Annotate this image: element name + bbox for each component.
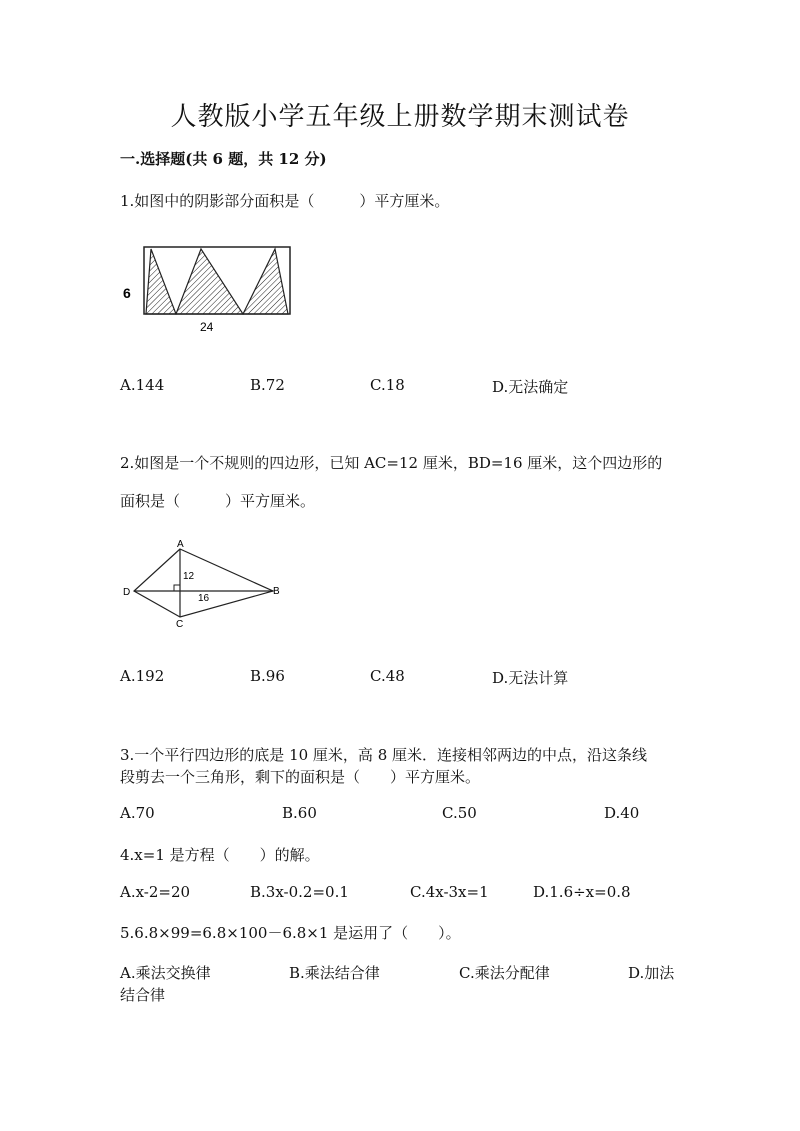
- q4-option-a[interactable]: A.x-2=20: [120, 883, 191, 901]
- right-angle-mark: [174, 585, 180, 591]
- q3-option-d[interactable]: D.40: [604, 804, 640, 822]
- question-3-text-line2: 段剪去一个三角形，剩下的面积是（ ）平方厘米。: [120, 768, 481, 786]
- q3-option-c[interactable]: C.50: [442, 804, 477, 822]
- q5-option-c[interactable]: C.乘法分配律: [459, 964, 550, 982]
- q5-option-d[interactable]: D.加法: [628, 964, 675, 982]
- q1-option-a[interactable]: A.144: [120, 376, 165, 394]
- bd-length-label: 16: [198, 593, 210, 604]
- shaded-triangle: [146, 249, 176, 314]
- shaded-triangle: [243, 249, 288, 314]
- q2-option-a[interactable]: A.192: [120, 667, 165, 685]
- q4-option-c[interactable]: C.4x-3x=1: [410, 883, 489, 901]
- q5-option-b[interactable]: B.乘法结合律: [289, 964, 380, 982]
- width-label: 24: [200, 320, 214, 334]
- ac-length-label: 12: [183, 571, 195, 582]
- question-4-text: 4.x=1 是方程（ ）的解。: [120, 846, 320, 864]
- q1-option-b[interactable]: B.72: [250, 376, 285, 394]
- question-1-text: 1.如图中的阴影部分面积是（ ）平方厘米。: [120, 192, 450, 210]
- question-3-text-line1: 3.一个平行四边形的底是 10 厘米，高 8 厘米．连接相邻两边的中点，沿这条线: [120, 746, 648, 764]
- q2-option-b[interactable]: B.96: [250, 667, 285, 685]
- vertex-c-label: C: [176, 619, 184, 630]
- section-heading: 一.选择题(共 6 题，共 12 分): [120, 150, 327, 168]
- vertex-d-label: D: [123, 587, 131, 598]
- question-1-figure: [118, 240, 298, 335]
- q2-option-d[interactable]: D.无法计算: [492, 669, 569, 687]
- q5-option-d-wrap: 结合律: [120, 986, 166, 1004]
- vertex-a-label: A: [177, 539, 184, 550]
- q1-option-d[interactable]: D.无法确定: [492, 378, 569, 396]
- question-2-text-line2: 面积是（ ）平方厘米。: [120, 492, 316, 510]
- page-title: 人教版小学五年级上册数学期末测试卷: [170, 102, 630, 132]
- q4-option-d[interactable]: D.1.6÷x=0.8: [533, 883, 631, 901]
- q5-option-a[interactable]: A.乘法交换律: [120, 964, 211, 982]
- question-2-text-line1: 2.如图是一个不规则的四边形，已知 AC=12 厘米，BD=16 厘米，这个四边形的: [120, 454, 663, 472]
- shaded-triangle: [176, 249, 243, 314]
- quadrilateral: [134, 549, 273, 617]
- q4-option-b[interactable]: B.3x-0.2=0.1: [250, 883, 349, 901]
- question-5-text: 5.6.8×99=6.8×100－6.8×1 是运用了（ ）。: [120, 924, 461, 942]
- height-label: 6: [123, 285, 131, 301]
- q2-option-c[interactable]: C.48: [370, 667, 405, 685]
- vertex-b-label: B: [273, 586, 280, 597]
- q3-option-b[interactable]: B.60: [282, 804, 317, 822]
- question-2-figure: [115, 535, 290, 630]
- q3-option-a[interactable]: A.70: [120, 804, 155, 822]
- q1-option-c[interactable]: C.18: [370, 376, 405, 394]
